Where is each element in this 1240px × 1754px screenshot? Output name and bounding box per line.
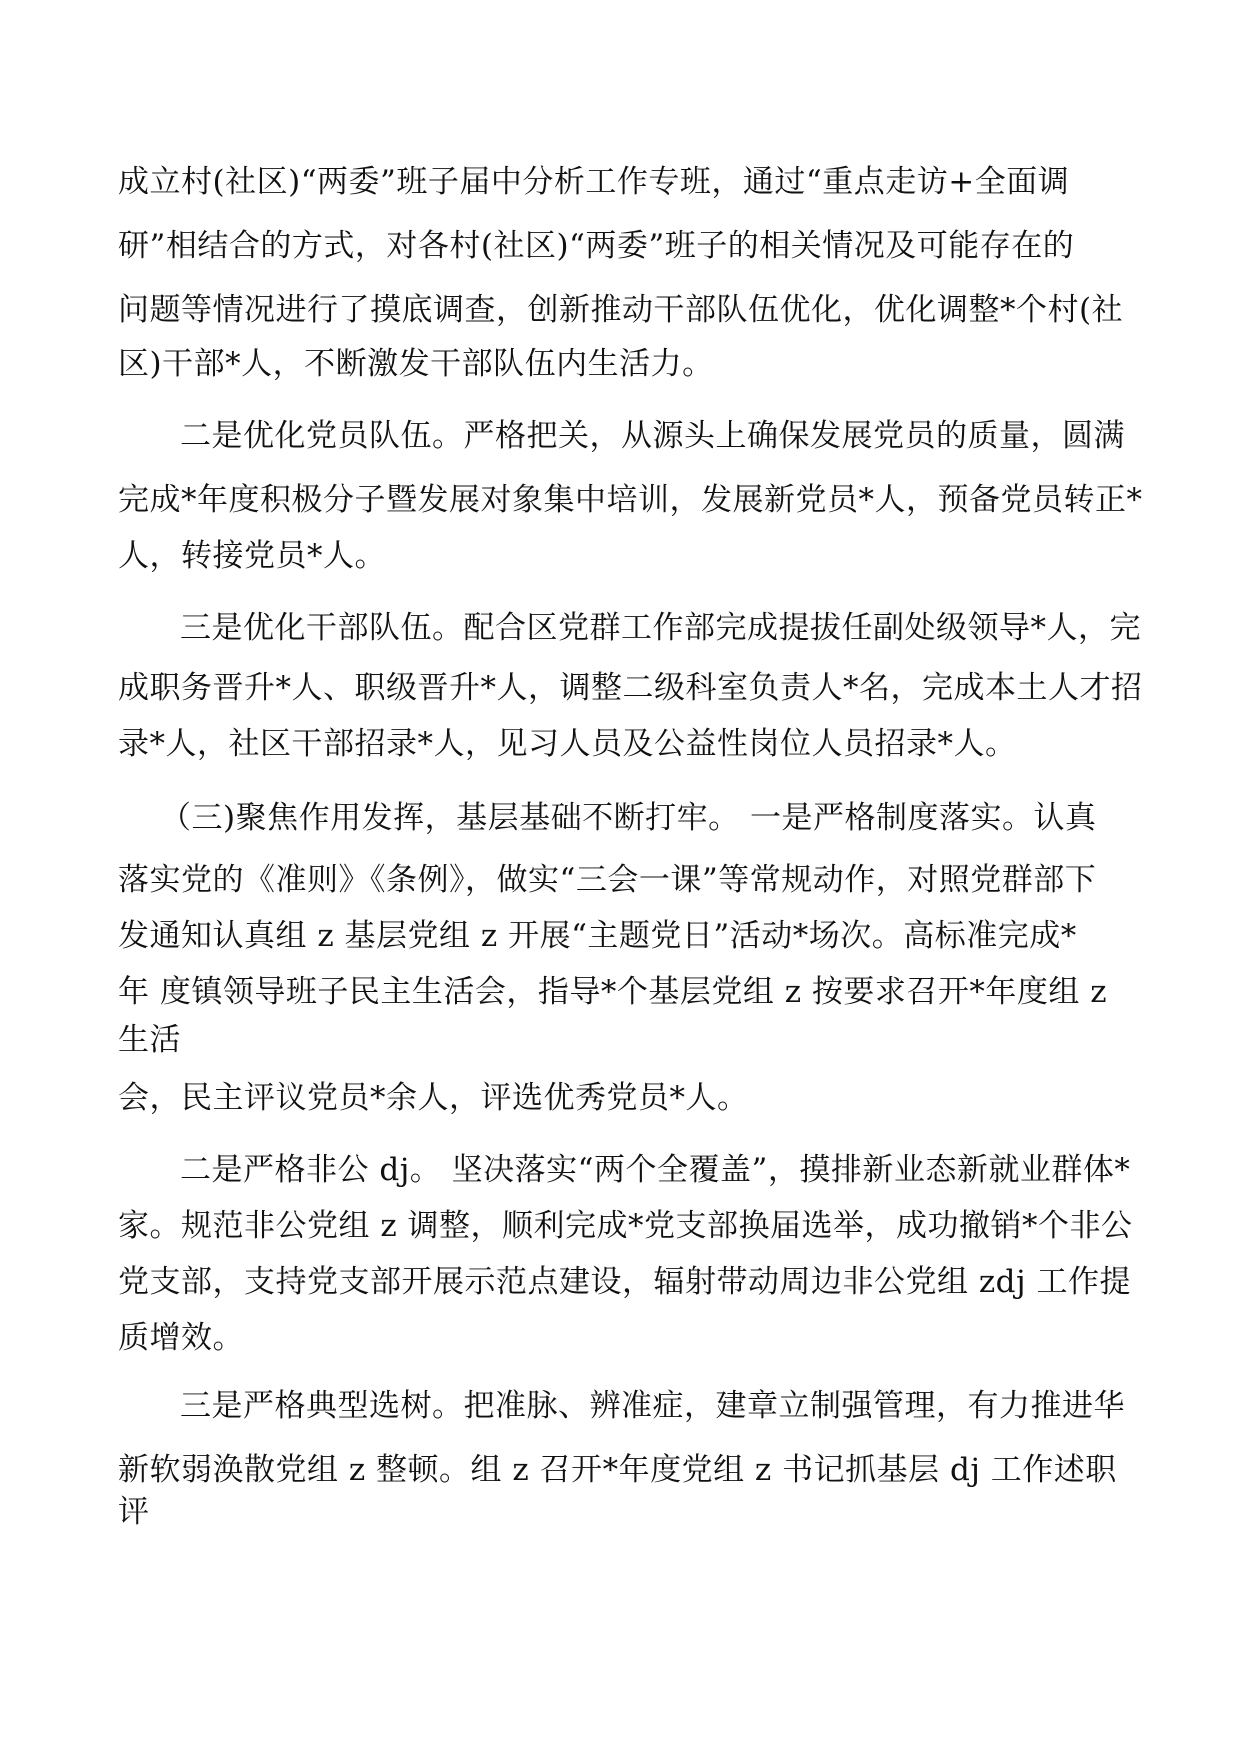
text-line: 生活 (118, 1022, 181, 1058)
text-line: 人，转接党员*人。 (118, 538, 386, 574)
text-line: 发通知认真组 z 基层党组 z 开展“主题党日”活动*场次。高标准完成* (118, 918, 1077, 954)
text-line: 党支部，支持党支部开展示范点建设，辐射带动周边非公党组 zdj 工作提 (118, 1264, 1131, 1300)
text-line: 录*人，社区干部招录*人，见习人员及公益性岗位人员招录*人。 (118, 726, 1017, 762)
text-line: （三)聚焦作用发挥，基层基础不断打牢。 一是严格制度落实。认真 (160, 800, 1097, 836)
text-line: 成职务晋升*人、职级晋升*人，调整二级科室负责人*名，完成本土人才招 (118, 670, 1143, 706)
text-line: 三是优化干部队伍。配合区党群工作部完成提拔任副处级领导*人，完 (180, 610, 1141, 646)
text-line: 年 度镇领导班子民主生活会，指导*个基层党组 z 按要求召开*年度组 z (118, 974, 1108, 1010)
text-line: 问题等情况进行了摸底调查，创新推动干部队伍优化，优化调整*个村(社 (118, 292, 1124, 328)
text-line: 研”相结合的方式，对各村(社区)“两委”班子的相关情况及可能存在的 (118, 228, 1075, 264)
text-line: 落实党的《准则》《条例》，做实“三会一课”等常规动作，对照党群部下 (118, 862, 1097, 898)
text-line: 二是严格非公 dj。 坚决落实“两个全覆盖”，摸排新业态新就业群体* (180, 1152, 1131, 1188)
text-line: 完成*年度积极分子暨发展对象集中培训，发展新党员*人，预备党员转正* (118, 482, 1143, 518)
text-line: 评 (118, 1494, 150, 1530)
text-line: 区)干部*人，不断激发干部队伍内生活力。 (118, 346, 714, 382)
text-line: 三是严格典型选树。把准脉、辨准症，建章立制强管理，有力推进华 (180, 1388, 1125, 1424)
text-line: 质增效。 (118, 1320, 244, 1356)
text-line: 会，民主评议党员*余人，评选优秀党员*人。 (118, 1080, 749, 1116)
text-line: 新软弱涣散党组 z 整顿。组 z 召开*年度党组 z 书记抓基层 dj 工作述职 (118, 1452, 1117, 1488)
text-line: 成立村(社区)“两委”班子届中分析工作专班，通过“重点走访+全面调 (118, 164, 1070, 200)
text-line: 家。规范非公党组 z 调整，顺利完成*党支部换届选举，成功撤销*个非公 (118, 1208, 1133, 1244)
text-line: 二是优化党员队伍。严格把关，从源头上确保发展党员的质量，圆满 (180, 418, 1125, 454)
